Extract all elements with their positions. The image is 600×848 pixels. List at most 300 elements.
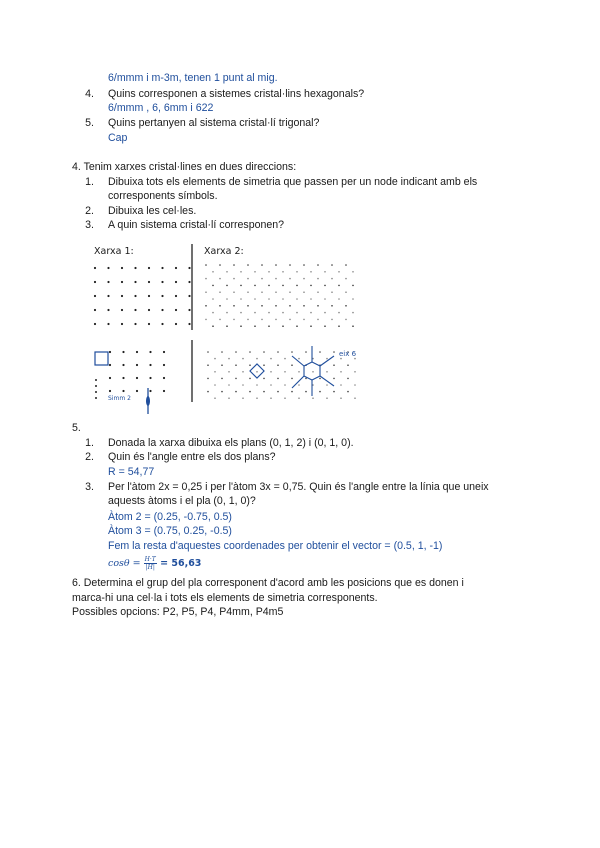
formula-numerator: H·T [144,556,156,563]
lattice-node [233,278,235,280]
lattice-node [212,298,214,300]
lattice-node [175,309,177,311]
lattice-node [270,384,272,386]
lattice-node [282,312,284,314]
lattice-node [263,378,265,380]
lattice-node [228,384,230,386]
lattice-node [205,278,207,280]
q5-item2-number: 2. [85,451,94,463]
lattice-node [345,305,347,307]
lattice-node [310,298,312,300]
lattice-node [354,358,356,360]
lattice-node [249,378,251,380]
q5-atom2: Àtom 2 = (0.25, -0.75, 0.5) [108,511,232,523]
lattice-node [249,391,251,393]
lattice-node [345,278,347,280]
lattice-node [212,325,214,327]
lattice-node [326,358,328,360]
lattice-node [134,295,136,297]
lattice-node [303,291,305,293]
lattice-node [347,378,349,380]
q5-item1-number: 1. [85,437,94,449]
lattice-node [261,305,263,307]
lattice-node [188,295,190,297]
lattice-node [228,358,230,360]
lattice-node [219,278,221,280]
lattice-node [240,298,242,300]
lattice-node [284,358,286,360]
lattice-node [261,278,263,280]
lattice-node [161,281,163,283]
lattice-node [331,291,333,293]
lattice-node [188,267,190,269]
lattice-node [282,271,284,273]
lattice-node [219,319,221,321]
lattice-node [254,298,256,300]
lattice-node [303,278,305,280]
lattice-node [333,391,335,393]
lattice-node [261,264,263,266]
sketch-label-right: eix 6 [339,350,357,358]
q5-vector-note: Fem la resta d'aquestes coordenades per obtenir el vector = (0.5, 1, -1) [108,540,443,552]
lattice-node [296,271,298,273]
lattice-node [148,323,150,325]
lattice-node [317,305,319,307]
lattice-node [242,397,244,399]
lattice-node [249,351,251,353]
lattice-node [319,351,321,353]
lattice-node [121,309,123,311]
lattice-1-label: Xarxa 1: [94,246,134,257]
lattice-node [247,319,249,321]
lattice-node [226,312,228,314]
q5-formula [108,556,201,571]
lattice-node [161,295,163,297]
lattice-node [240,312,242,314]
lattice-node [275,278,277,280]
lattice-node [296,312,298,314]
lattice-node [354,371,356,373]
q3-cont-answer: 6/mmm i m-3m, tenen 1 punt al mig. [108,72,278,84]
lattice-node [275,291,277,293]
lattice-node [352,298,354,300]
lattice-node [94,309,96,311]
lattice-node [270,397,272,399]
lattice-node [275,305,277,307]
lattice-node [163,390,165,392]
q5-atom3: Àtom 3 = (0.75, 0.25, -0.5) [108,525,232,537]
sketch-label-left: Simm 2 [108,395,131,402]
lattice-node [317,264,319,266]
lattice-node [242,371,244,373]
lattice-2-label: Xarxa 2: [204,246,244,257]
lattice-node [282,325,284,327]
lattice-node [219,264,221,266]
lattice-node [352,271,354,273]
lattice-node [305,391,307,393]
lattice-node [221,378,223,380]
lattice-node [333,364,335,366]
lattice-node [247,264,249,266]
lattice-node [94,281,96,283]
lattice-node [136,377,138,379]
lattice-node [331,305,333,307]
lattice-node [289,264,291,266]
lattice-node [95,391,97,393]
lattice-node [226,298,228,300]
lattice-node [235,378,237,380]
lattice-node [240,285,242,287]
lattice-node [205,305,207,307]
lattice-node [149,351,151,353]
q3-item5-answer: Cap [108,132,128,144]
lattice-node [291,391,293,393]
lattice-node [347,364,349,366]
lattice-node [291,378,293,380]
lattice-node [354,384,356,386]
lattice-node [228,397,230,399]
lattice-2-dots-annotated [207,351,356,399]
lattice-node [134,281,136,283]
lattice-node [109,364,111,366]
lattice-node [207,391,209,393]
lattice-node [95,379,97,381]
lattice-node [94,323,96,325]
formula-result: = 56,63 [156,558,202,569]
q3-item4-number: 4. [85,88,94,100]
lattice-node [163,364,165,366]
lattice-node [221,351,223,353]
lattice-node [303,264,305,266]
lattice-node [303,319,305,321]
q4-item1-text-cont: corresponents símbols. [108,190,218,202]
lattice-node [296,285,298,287]
lattice-node [148,309,150,311]
lattice-node [207,364,209,366]
lattice-node [354,397,356,399]
lattice-node [207,378,209,380]
lattice-node [324,285,326,287]
lattice-node [136,390,138,392]
lattice-node [263,391,265,393]
lattice-node [107,267,109,269]
lattice-node [340,358,342,360]
q5-item2-text: Quin és l'angle entre els dos plans? [108,451,276,463]
lattice-node [256,397,258,399]
lattice-node [312,397,314,399]
lattice-node [277,378,279,380]
lattice-node [326,371,328,373]
lattice-2-dots [205,264,354,327]
q6-title-line1: 6. Determina el grup del pla corresponent d'acord amb les posicions que es donen i [72,577,464,589]
q4-item1-text: Dibuixa tots els elements de simetria que passen per un node indicant amb els [108,176,478,188]
lattice-1-dots-annotated [95,351,165,399]
lattice-node [214,371,216,373]
lattice-node [338,312,340,314]
lattice-node [317,291,319,293]
lattice-node [247,305,249,307]
lattice-node [324,325,326,327]
lattice-node [148,267,150,269]
lattice-node [205,264,207,266]
q5-item2-answer: R = 54,77 [108,466,155,478]
q4-item3-text: A quin sistema cristal·lí corresponen? [108,219,285,231]
lattice-1-dots [94,267,191,325]
lattice-node [324,298,326,300]
lattice-node [289,305,291,307]
q4-item2-number: 2. [85,205,94,217]
lattice-node [289,319,291,321]
lattice-node [282,298,284,300]
lattice-node [214,358,216,360]
lattice-node [326,384,328,386]
lattice-node [214,397,216,399]
q6-title-line2: marca-hi una cel·la i tots els elements de simetria corresponents. [72,592,378,604]
lattice-node [148,295,150,297]
lattice-node [242,384,244,386]
lattice-node [205,291,207,293]
lattice-node [324,312,326,314]
lattice-node [289,291,291,293]
q4-item3-number: 3. [85,219,94,231]
lattice-node [352,312,354,314]
lattice-node [134,267,136,269]
lattice-node [275,264,277,266]
lattice-node [317,278,319,280]
lattice-node [121,281,123,283]
lattice-node [310,325,312,327]
lattice-node [235,351,237,353]
formula-lhs: cosθ = [108,558,144,569]
lattice-node [163,377,165,379]
lattice-node [107,323,109,325]
lattice-node [122,390,124,392]
lattice-node [136,351,138,353]
lattice-node [161,323,163,325]
lattice-node [175,281,177,283]
lattice-node [270,371,272,373]
q6-options: Possibles opcions: P2, P5, P4, P4mm, P4m5 [72,606,284,618]
lattice-node [303,305,305,307]
lattice-node [291,364,293,366]
lattice-node [254,312,256,314]
formula-denominator: |H| [145,564,155,571]
lattice-node [340,397,342,399]
lattice-node [338,298,340,300]
lattice-node [219,291,221,293]
lattice-node [221,364,223,366]
lattice-node [256,384,258,386]
lattice-node [121,295,123,297]
lattice-node [121,267,123,269]
lattice-node [249,364,251,366]
lattice-node [163,351,165,353]
lattice-node [282,285,284,287]
lattice-node [298,384,300,386]
q5-item3-number: 3. [85,481,94,493]
lattice-node [298,358,300,360]
lattice-node [261,319,263,321]
lattice-node [326,397,328,399]
lattice-node [277,391,279,393]
q3-item4-answer: 6/mmm , 6, 6mm i 622 [108,102,214,114]
lattice-node [352,325,354,327]
lattice-node [228,371,230,373]
lattice-node [95,385,97,387]
lattice-node [235,391,237,393]
q5-title: 5. [72,422,81,434]
lattice-node [207,351,209,353]
lattice-node [94,267,96,269]
q4-title: 4. Tenim xarxes cristal·lines en dues direccions: [72,161,297,173]
lattice-node [109,390,111,392]
lattice-node [331,264,333,266]
q5-item1-text: Donada la xarxa dibuixa els plans (0, 1, 2) i (0, 1, 0). [108,437,354,449]
lattice-node [268,285,270,287]
lattice-node [188,323,190,325]
lattice-node [161,309,163,311]
twofold-axis-symbol [146,396,150,406]
lattice-node [352,285,354,287]
lattice-node [298,371,300,373]
lattice-node [233,264,235,266]
lattice-node [291,351,293,353]
lattice-node [263,364,265,366]
lattice-node [214,384,216,386]
q4-item2-text: Dibuixa les cel·les. [108,205,197,217]
lattice-node [277,364,279,366]
lattice-node [254,325,256,327]
lattice-node [219,305,221,307]
lattice-node [242,358,244,360]
lattice-node [296,325,298,327]
lattice-node [270,358,272,360]
lattice-node [256,358,258,360]
lattice-node [226,285,228,287]
lattice-node [268,298,270,300]
lattice-node [333,378,335,380]
q4-item1-number: 1. [85,176,94,188]
lattice-node [345,291,347,293]
lattice-node [324,271,326,273]
lattice-node [268,325,270,327]
q3-item5-number: 5. [85,117,94,129]
lattice-node [226,325,228,327]
lattice-node [277,351,279,353]
lattice-node [107,281,109,283]
lattice-node [319,391,321,393]
lattice-node [310,285,312,287]
lattice-node [94,295,96,297]
lattice-node [188,309,190,311]
lattice-node [340,384,342,386]
lattice-node [338,271,340,273]
lattice-node [254,271,256,273]
lattice-node [317,319,319,321]
q5-item3-text-cont: aquests àtoms i el pla (0, 1, 0)? [108,495,256,507]
lattice-node [284,371,286,373]
lattice-node [109,351,111,353]
lattice-node [298,397,300,399]
lattice-node [188,281,190,283]
lattice-node [122,351,124,353]
lattice-node [310,271,312,273]
lattice-node [319,378,321,380]
lattice-node [254,285,256,287]
lattice-node [289,278,291,280]
lattice-node [161,267,163,269]
q3-item5-text: Quins pertanyen al sistema cristal·lí trigonal? [108,117,320,129]
lattice-node [261,291,263,293]
lattice-node [107,309,109,311]
unit-cell-square [95,352,108,365]
lattice-node [338,285,340,287]
lattice-node [212,312,214,314]
lattice-node [134,323,136,325]
lattice-node [149,390,151,392]
lattice-node [148,281,150,283]
lattice-node [240,271,242,273]
lattice-node [247,278,249,280]
lattice-node [212,271,214,273]
lattice-node [122,377,124,379]
lattice-node [121,323,123,325]
lattice-node [247,291,249,293]
lattice-node [333,351,335,353]
lattice-node [122,364,124,366]
lattice-node [305,351,307,353]
lattice-node [331,319,333,321]
lattice-node [268,312,270,314]
lattice-node [175,295,177,297]
lattice-node [109,377,111,379]
lattice-node [263,351,265,353]
lattice-node [233,319,235,321]
lattice-node [310,312,312,314]
lattice-node [345,264,347,266]
lattice-node [331,278,333,280]
q3-item4-text: Quins corresponen a sistemes cristal·lins hexagonals? [108,88,365,100]
lattice-node [95,397,97,399]
lattice-node [268,271,270,273]
q5-item3-text: Per l'àtom 2x = 0,25 i per l'àtom 3x = 0,75. Quin és l'angle entre la línia que uneix [108,481,489,493]
lattice-node [347,391,349,393]
lattice-node [284,384,286,386]
lattice-node [240,325,242,327]
lattice-node [175,323,177,325]
lattice-node [205,319,207,321]
lattice-node [221,391,223,393]
lattice-node [149,364,151,366]
lattice-node [256,371,258,373]
lattice-node [175,267,177,269]
lattice-node [233,291,235,293]
lattice-node [340,371,342,373]
lattice-node [134,309,136,311]
lattice-node [226,271,228,273]
formula-fraction [144,556,157,571]
lattice-node [136,364,138,366]
lattice-node [235,364,237,366]
lattice-node [275,319,277,321]
lattice-node [338,325,340,327]
lattice-node [345,319,347,321]
lattice-node [107,295,109,297]
lattice-node [212,285,214,287]
lattice-node [149,377,151,379]
lattice-node [296,298,298,300]
lattice-node [284,397,286,399]
